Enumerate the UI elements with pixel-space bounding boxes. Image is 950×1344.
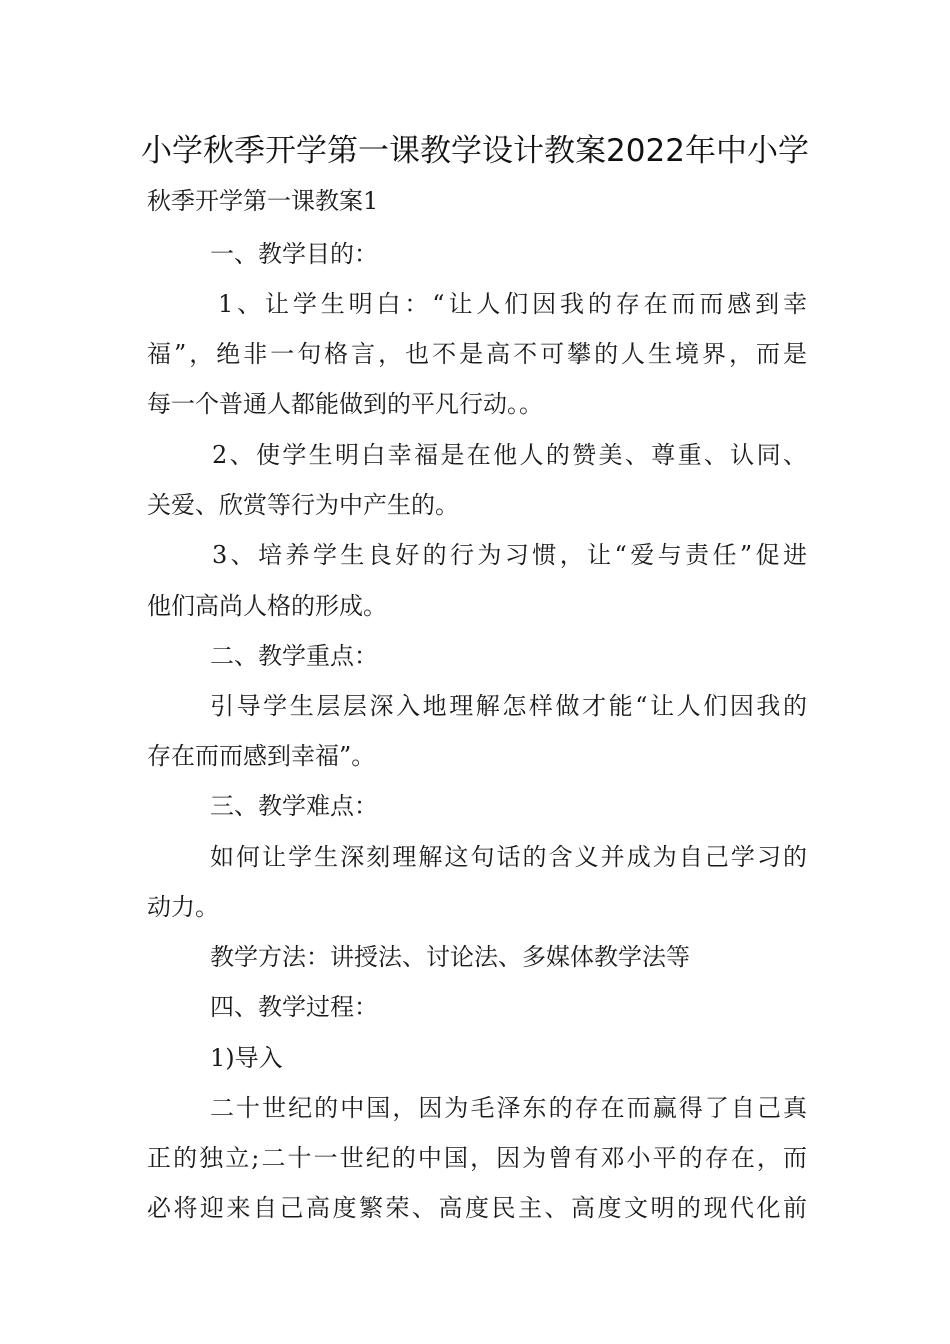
section-heading: 二、教学重点： (210, 642, 378, 670)
text-line: 存在而而感到幸福”。 (147, 742, 376, 770)
section-heading: 一、教学目的： (210, 240, 378, 268)
text-line: 1、让学生明白：“让人们因我的存在而而感到幸 (218, 290, 807, 318)
text-line: 秋季开学第一课教案1 (147, 187, 379, 215)
text-line: 福”，绝非一句格言，也不是高不可攀的人生境界，而是 (147, 340, 807, 368)
document-title: 小学秋季开学第一课教学设计教案2022年中小学 (141, 133, 809, 169)
text-line: 关爱、欣赏等行为中产生的。 (147, 491, 459, 519)
text-line: 3、培养学生良好的行为习惯，让“爱与责任”促进 (212, 541, 807, 569)
text-line: 1)导入 (210, 1044, 283, 1072)
text-line: 教学方法：讲授法、讨论法、多媒体教学法等 (210, 943, 690, 971)
text-line: 每一个普通人都能做到的平凡行动。。 (147, 390, 543, 418)
text-line: 必将迎来自己高度繁荣、高度民主、高度文明的现代化前 (147, 1194, 807, 1222)
section-heading: 四、教学过程： (210, 993, 378, 1021)
text-line: 二十世纪的中国，因为毛泽东的存在而赢得了自己真 (210, 1094, 807, 1122)
section-heading: 三、教学难点： (210, 792, 378, 820)
text-line: 他们高尚人格的形成。 (147, 592, 387, 620)
text-line: 正的独立;二十一世纪的中国，因为曾有邓小平的存在，而 (147, 1144, 807, 1172)
text-line: 引导学生层层深入地理解怎样做才能“让人们因我的 (210, 692, 807, 720)
text-line: 动力。 (147, 893, 219, 921)
text-line: 2、使学生明白幸福是在他人的赞美、尊重、认同、 (212, 441, 807, 469)
text-line: 如何让学生深刻理解这句话的含义并成为自己学习的 (210, 843, 807, 871)
